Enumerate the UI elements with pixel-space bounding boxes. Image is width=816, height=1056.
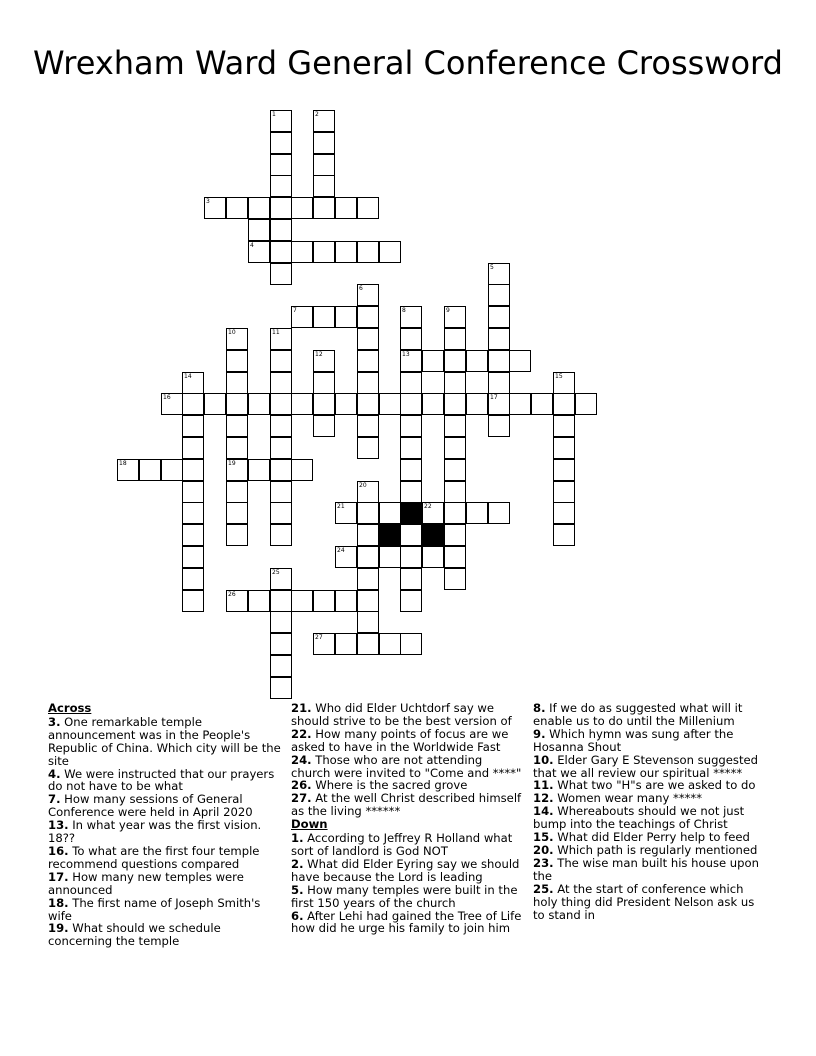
grid-cell[interactable] <box>204 197 226 219</box>
grid-cell[interactable] <box>270 633 292 655</box>
puzzle-title: Wrexham Ward General Conference Crossword <box>33 44 783 82</box>
grid-cell[interactable] <box>444 481 466 503</box>
grid-cell[interactable] <box>400 437 422 459</box>
clue-number: 4. <box>48 766 61 781</box>
clue <box>533 728 767 754</box>
grid-cell[interactable] <box>291 459 313 481</box>
clue <box>291 792 525 818</box>
grid-cell[interactable] <box>291 590 313 612</box>
grid-cell[interactable] <box>488 415 510 437</box>
grid-cell[interactable] <box>270 175 292 197</box>
grid-cell[interactable] <box>357 393 379 415</box>
grid-cell[interactable] <box>270 110 292 132</box>
grid-cell[interactable] <box>182 546 204 568</box>
clue <box>48 897 282 923</box>
clue-number: 2 <box>315 111 319 118</box>
grid-cell[interactable] <box>488 328 510 350</box>
grid-cell[interactable] <box>357 241 379 263</box>
grid-cell[interactable] <box>335 393 357 415</box>
clue <box>291 754 525 780</box>
clue <box>291 728 525 754</box>
clue-text: To what are the first four temple recommend questions compared <box>48 843 260 871</box>
grid-cell[interactable] <box>270 502 292 524</box>
clue-number: 18 <box>119 460 127 467</box>
grid-cell[interactable] <box>313 197 335 219</box>
grid-cell[interactable] <box>313 415 335 437</box>
grid-cell[interactable] <box>400 633 422 655</box>
grid-cell[interactable] <box>291 241 313 263</box>
clue-number: 14 <box>184 373 192 380</box>
grid-cell[interactable] <box>488 263 510 285</box>
grid-cell[interactable] <box>553 481 575 503</box>
clue-number: 10 <box>228 329 236 336</box>
clue-number: 15. <box>533 830 554 845</box>
clue <box>48 793 282 819</box>
clue-number: 19. <box>48 921 69 936</box>
grid-cell[interactable] <box>553 415 575 437</box>
clue <box>48 871 282 897</box>
grid-cell[interactable] <box>531 393 553 415</box>
grid-cell[interactable] <box>357 633 379 655</box>
grid-cell[interactable] <box>553 437 575 459</box>
clue-number: 24. <box>291 752 312 767</box>
clue-text: Who did Elder Uchtdorf say we should strive to be the best version of <box>291 701 512 728</box>
grid-cell[interactable] <box>313 110 335 132</box>
grid-cell[interactable] <box>444 459 466 481</box>
grid-cell[interactable] <box>422 350 444 372</box>
grid-cell[interactable] <box>488 502 510 524</box>
clue-number: 1. <box>291 831 304 846</box>
grid-cell[interactable] <box>270 154 292 176</box>
clue-number: 4 <box>250 242 254 249</box>
grid-cell[interactable] <box>357 328 379 350</box>
clue-text: What did Elder Perry help to feed <box>557 830 750 845</box>
grid-cell[interactable] <box>226 197 248 219</box>
grid-cell[interactable] <box>270 415 292 437</box>
clue <box>291 702 525 728</box>
grid-cell[interactable] <box>400 459 422 481</box>
grid-cell[interactable] <box>400 481 422 503</box>
grid-cell[interactable] <box>357 415 379 437</box>
grid-cell[interactable] <box>400 306 422 328</box>
grid-cell[interactable] <box>335 241 357 263</box>
clue-number: 13 <box>402 351 410 358</box>
grid-cell[interactable] <box>182 502 204 524</box>
clue-number: 7. <box>48 792 61 807</box>
grid-cell[interactable] <box>335 502 357 524</box>
grid-cell[interactable] <box>248 241 270 263</box>
grid-cell[interactable] <box>379 241 401 263</box>
grid-cell[interactable] <box>182 415 204 437</box>
clue-number: 22. <box>291 726 312 741</box>
grid-cell[interactable] <box>357 568 379 590</box>
grid-cell[interactable] <box>488 306 510 328</box>
grid-cell[interactable] <box>270 372 292 394</box>
clue-number: 12 <box>315 351 323 358</box>
grid-cell[interactable] <box>270 241 292 263</box>
grid-cell[interactable] <box>335 546 357 568</box>
grid-cell[interactable] <box>270 132 292 154</box>
grid-cell[interactable] <box>400 372 422 394</box>
clue-number: 1 <box>272 111 276 118</box>
grid-cell[interactable] <box>357 546 379 568</box>
grid-cell[interactable] <box>313 372 335 394</box>
clue-text: Whereabouts should we not just bump into the teachings of Christ <box>533 804 745 832</box>
grid-cell[interactable] <box>226 590 248 612</box>
grid-cell[interactable] <box>313 590 335 612</box>
grid-cell[interactable] <box>182 393 204 415</box>
across-heading: Across <box>48 701 92 715</box>
grid-cell[interactable] <box>357 350 379 372</box>
grid-cell[interactable] <box>444 306 466 328</box>
grid-cell[interactable] <box>400 546 422 568</box>
grid-cell[interactable] <box>357 306 379 328</box>
grid-cell[interactable] <box>444 415 466 437</box>
grid-cell[interactable] <box>335 590 357 612</box>
grid-cell[interactable] <box>226 328 248 350</box>
grid-cell[interactable] <box>248 197 270 219</box>
clue-number: 17. <box>48 869 69 884</box>
grid-cell[interactable] <box>270 328 292 350</box>
grid-cell[interactable] <box>357 611 379 633</box>
grid-cell[interactable] <box>466 393 488 415</box>
grid-cell[interactable] <box>335 633 357 655</box>
grid-cell[interactable] <box>357 197 379 219</box>
grid-cell[interactable] <box>313 393 335 415</box>
clue-text: In what year was the first vision. 18?? <box>48 818 262 846</box>
clues-column-3 <box>533 702 767 921</box>
grid-cell[interactable] <box>357 284 379 306</box>
clue-text: We were instructed that our prayers do not have to be what <box>48 766 275 794</box>
clue-number: 23. <box>533 855 554 870</box>
grid-cell[interactable] <box>270 677 292 699</box>
grid-cell[interactable] <box>422 546 444 568</box>
clue <box>48 922 282 948</box>
grid-cell[interactable] <box>270 393 292 415</box>
clue-text: After Lehi had gained the Tree of Life how did he urge his family to join him <box>291 908 522 936</box>
grid-cell[interactable] <box>226 393 248 415</box>
grid-cell[interactable] <box>357 372 379 394</box>
clue <box>48 768 282 794</box>
clue-text: Where is the sacred grove <box>315 778 468 793</box>
grid-cell[interactable] <box>313 633 335 655</box>
clue-number: 21 <box>337 503 345 510</box>
clue-number: 15 <box>555 373 563 380</box>
grid-cell[interactable] <box>182 590 204 612</box>
grid-cell[interactable] <box>400 590 422 612</box>
grid-cell[interactable] <box>444 524 466 546</box>
grid-cell[interactable] <box>444 546 466 568</box>
clue-number: 19 <box>228 460 236 467</box>
clue-number: 11 <box>272 329 280 336</box>
grid-cell[interactable] <box>139 459 161 481</box>
clue-text: How many sessions of General Conference were held in April 2020 <box>48 792 253 820</box>
grid-cell[interactable] <box>248 459 270 481</box>
clue-number: 3 <box>206 198 210 205</box>
clue-number: 5 <box>490 264 494 271</box>
clue-number: 24 <box>337 547 345 554</box>
grid-cell[interactable] <box>270 481 292 503</box>
grid-cell[interactable] <box>248 590 270 612</box>
grid-cell[interactable] <box>553 502 575 524</box>
grid-cell[interactable] <box>400 393 422 415</box>
grid-cell[interactable] <box>488 393 510 415</box>
grid-cell[interactable] <box>335 306 357 328</box>
grid-cell[interactable] <box>575 393 597 415</box>
clue-number: 11. <box>533 778 554 793</box>
clue-number: 20 <box>359 482 367 489</box>
clue <box>533 702 767 728</box>
clue-text: The wise man built his house upon the <box>533 855 759 883</box>
grid-cell[interactable] <box>509 350 531 372</box>
grid-cell[interactable] <box>313 306 335 328</box>
clue-text: Which hymn was sung after the Hosanna Shout <box>533 726 734 754</box>
clue <box>48 845 282 871</box>
clue-text: Elder Gary E Stevenson suggested that we all review our spiritual ***** <box>533 752 759 780</box>
clue-number: 7 <box>293 307 297 314</box>
clue-number: 13. <box>48 818 69 833</box>
grid-cell[interactable] <box>270 263 292 285</box>
clue <box>291 832 525 858</box>
clue-number: 20. <box>533 842 554 857</box>
clue-number: 14. <box>533 804 554 819</box>
black-square <box>422 524 444 546</box>
clue-number: 8. <box>533 701 546 715</box>
grid-cell[interactable] <box>270 459 292 481</box>
black-square <box>400 502 422 524</box>
clue-number: 8 <box>402 307 406 314</box>
clue-number: 26 <box>228 591 236 598</box>
grid-cell[interactable] <box>379 393 401 415</box>
grid-cell[interactable] <box>400 350 422 372</box>
black-square <box>379 524 401 546</box>
grid-cell[interactable] <box>444 350 466 372</box>
clue-text: One remarkable temple announcement was in the People's Republic of China. Which city will be the site <box>48 714 281 768</box>
grid-cell[interactable] <box>313 154 335 176</box>
grid-cell[interactable] <box>444 393 466 415</box>
clue-number: 17 <box>490 394 498 401</box>
grid-cell[interactable] <box>226 372 248 394</box>
clue-number: 12. <box>533 791 554 806</box>
grid-cell[interactable] <box>226 524 248 546</box>
grid-cell[interactable] <box>270 437 292 459</box>
grid-cell[interactable] <box>466 502 488 524</box>
grid-cell[interactable] <box>291 306 313 328</box>
grid-cell[interactable] <box>400 415 422 437</box>
clue <box>533 754 767 780</box>
grid-cell[interactable] <box>270 524 292 546</box>
clue <box>291 910 525 936</box>
grid-cell[interactable] <box>182 524 204 546</box>
grid-cell[interactable] <box>444 437 466 459</box>
grid-cell[interactable] <box>270 611 292 633</box>
clue-number: 27. <box>291 791 312 806</box>
clue <box>533 857 767 883</box>
grid-cell[interactable] <box>400 328 422 350</box>
clue-text: What did Elder Eyring say we should have because the Lord is leading <box>291 856 520 884</box>
clue-number: 6. <box>291 908 304 923</box>
clue-text: According to Jeffrey R Holland what sort of landlord is God NOT <box>291 831 513 858</box>
grid-cell[interactable] <box>270 590 292 612</box>
grid-cell[interactable] <box>357 502 379 524</box>
grid-cell[interactable] <box>553 524 575 546</box>
grid-cell[interactable] <box>553 393 575 415</box>
grid-cell[interactable] <box>291 197 313 219</box>
grid-cell[interactable] <box>335 197 357 219</box>
clue-text: How many new temples were announced <box>48 869 244 897</box>
clue-number: 18. <box>48 895 69 910</box>
clue-text: How many temples were built in the first 150 years of the church <box>291 882 518 910</box>
clue-text: What should we schedule concerning the temple <box>48 921 221 949</box>
grid-cell[interactable] <box>270 197 292 219</box>
grid-cell[interactable] <box>226 459 248 481</box>
grid-cell[interactable] <box>226 502 248 524</box>
grid-cell[interactable] <box>270 655 292 677</box>
grid-cell[interactable] <box>270 568 292 590</box>
grid-cell[interactable] <box>466 350 488 372</box>
clue <box>48 819 282 845</box>
grid-cell[interactable] <box>357 590 379 612</box>
clue-text: What two "H"s are we asked to do <box>557 778 756 793</box>
clue-number: 6 <box>359 285 363 292</box>
grid-cell[interactable] <box>270 350 292 372</box>
grid-cell[interactable] <box>444 328 466 350</box>
clue-text: At the start of conference which holy thing did President Nelson ask us to stand in <box>533 881 755 922</box>
grid-cell[interactable] <box>357 481 379 503</box>
grid-cell[interactable] <box>204 393 226 415</box>
grid-cell[interactable] <box>379 546 401 568</box>
clues-column-2 <box>291 702 525 935</box>
clue-number: 10. <box>533 752 554 767</box>
clue-number: 3. <box>48 714 61 729</box>
grid-cell[interactable] <box>379 633 401 655</box>
clue-number: 25. <box>533 881 554 896</box>
grid-cell[interactable] <box>226 481 248 503</box>
clue-text: How many points of focus are we asked to have in the Worldwide Fast <box>291 726 509 754</box>
clue-number: 9. <box>533 726 546 741</box>
grid-cell[interactable] <box>161 459 183 481</box>
grid-cell[interactable] <box>313 241 335 263</box>
grid-cell[interactable] <box>488 372 510 394</box>
grid-cell[interactable] <box>553 372 575 394</box>
grid-cell[interactable] <box>444 372 466 394</box>
grid-cell[interactable] <box>553 459 575 481</box>
grid-cell[interactable] <box>226 415 248 437</box>
grid-cell[interactable] <box>400 568 422 590</box>
grid-cell[interactable] <box>488 284 510 306</box>
clue <box>533 883 767 922</box>
clue-number: 26. <box>291 778 312 793</box>
grid-cell[interactable] <box>117 459 139 481</box>
grid-cell[interactable] <box>313 132 335 154</box>
clue-number: 16. <box>48 843 69 858</box>
grid-cell[interactable] <box>182 372 204 394</box>
clue-text: Women wear many ***** <box>557 791 703 806</box>
clue <box>291 858 525 884</box>
clue-number: 27 <box>315 634 323 641</box>
grid-cell[interactable] <box>444 568 466 590</box>
grid-cell[interactable] <box>313 350 335 372</box>
grid-cell[interactable] <box>226 437 248 459</box>
grid-cell[interactable] <box>248 219 270 241</box>
clue-number: 16 <box>163 394 171 401</box>
clue-number: 21. <box>291 701 312 715</box>
grid-cell[interactable] <box>226 350 248 372</box>
clue <box>48 716 282 768</box>
grid-cell[interactable] <box>161 393 183 415</box>
grid-cell[interactable] <box>422 502 444 524</box>
grid-cell[interactable] <box>357 437 379 459</box>
grid-cell[interactable] <box>182 459 204 481</box>
grid-cell[interactable] <box>182 437 204 459</box>
clue-number: 5. <box>291 882 304 897</box>
clue-text: Which path is regularly mentioned <box>557 842 758 857</box>
grid-cell[interactable] <box>248 393 270 415</box>
grid-cell[interactable] <box>182 568 204 590</box>
clue-number: 2. <box>291 856 304 871</box>
clue-text: If we do as suggested what will it enable us to do until the Millenium <box>533 701 743 728</box>
grid-cell[interactable] <box>357 524 379 546</box>
clue-text: Those who are not attending church were invited to "Come and ****" <box>291 752 522 780</box>
grid-cell[interactable] <box>313 175 335 197</box>
grid-cell[interactable] <box>509 393 531 415</box>
grid-cell[interactable] <box>270 219 292 241</box>
down-heading: Down <box>291 817 328 832</box>
grid-cell[interactable] <box>422 393 444 415</box>
clue-text: The first name of Joseph Smith's wife <box>48 895 261 923</box>
clue <box>533 805 767 831</box>
grid-cell[interactable] <box>291 393 313 415</box>
grid-cell[interactable] <box>182 481 204 503</box>
grid-cell[interactable] <box>444 502 466 524</box>
grid-cell[interactable] <box>488 350 510 372</box>
clue-number: 22 <box>424 503 432 510</box>
grid-cell[interactable] <box>379 502 401 524</box>
clue-number: 25 <box>272 569 280 576</box>
clue-number: 9 <box>446 307 450 314</box>
clue <box>291 884 525 910</box>
grid-cell[interactable] <box>400 524 422 546</box>
clues-column-1 <box>48 702 282 948</box>
clue-text: At the well Christ described himself as the living ****** <box>291 791 522 819</box>
